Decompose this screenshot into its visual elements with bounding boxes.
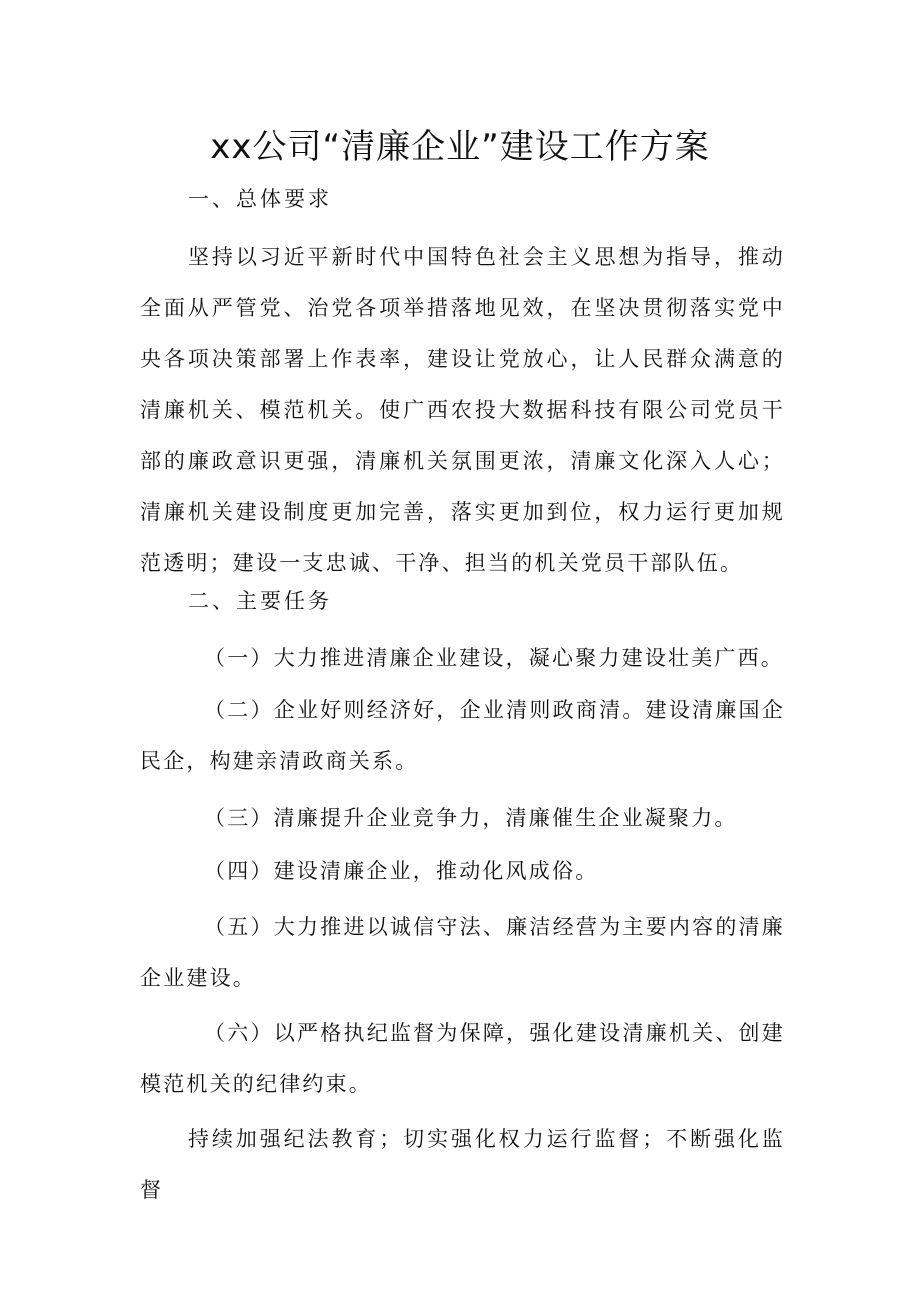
section-heading-main-tasks: 二、主要任务 <box>188 589 332 613</box>
document-title: xx公司“清廉企业”建设工作方案 <box>210 127 710 167</box>
task-item-1: （一）大力推进清廉企业建设，凝心聚力建设壮美广西。 <box>204 646 784 670</box>
general-requirements-paragraph: 坚持以习近平新时代中国特色社会主义思想为指导，推动全面从严管党、治党各项举措落地见效，在坚决贯彻落实党中央各项决策部署上作表率，建设让党放心，让人民群众满意的清廉机关、模范机关。使广西农投大数据科技有限公司党员干部的廉政意识更强，清廉机关氛围更浓，清廉文化深入人心；清廉机关建设制度更加完善，落实更加到位，权力运行更加规范透明；建设一支忠诚、干净、担当的机关党员干部队伍。 <box>140 245 785 575</box>
task-item-4: （四）建设清廉企业，推动化风成俗。 <box>204 859 599 883</box>
task-item-5: （五）大力推进以诚信守法、廉洁经营为主要内容的清廉企业建设。 <box>140 915 785 990</box>
closing-paragraph: 持续加强纪法教育；切实强化权力运行监督；不断强化监督 <box>140 1127 785 1202</box>
section-heading-general-requirements: 一、总体要求 <box>188 187 332 211</box>
task-item-2: （二）企业好则经济好，企业清则政商清。建设清廉国企民企，构建亲清政商关系。 <box>140 698 785 773</box>
task-item-6: （六）以严格执纪监督为保障，强化建设清廉机关、创建模范机关的纪律约束。 <box>140 1021 785 1096</box>
task-item-3: （三）清廉提升企业竞争力，清廉催生企业凝聚力。 <box>204 806 738 830</box>
